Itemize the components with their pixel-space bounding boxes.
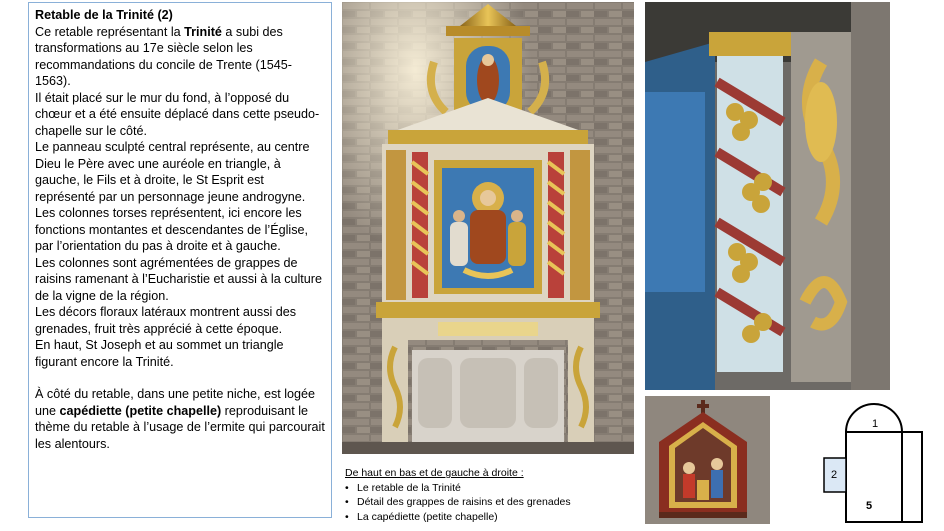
photo-caption [345, 466, 635, 524]
panel-title: Retable de la Trinité (2) [35, 8, 173, 22]
caption-heading: De haut en bas et de gauche à droite : [345, 467, 524, 479]
paragraph-4: Les colonnes torses représentent, ici encore les fonctions montantes et descendantes de l’Église, par l’orientation du pas à droite et à gauche. [35, 206, 309, 253]
paragraph-7: En haut, St Joseph et au sommet un triangle figurant encore la Trinité. [35, 338, 284, 369]
floor-plan [820, 400, 930, 526]
paragraph-3: Le panneau sculpté central représente, au centre Dieu le Père avec une auréole en triangle, à gauche, le Fils et à droite, le St Esprit est représenté par un personnage jeune androgyne. [35, 140, 310, 204]
trinite-bold: Trinité [184, 24, 222, 39]
retable-photo [342, 2, 634, 454]
plan-label-2: 2 [831, 469, 838, 481]
grapes-detail-photo [645, 2, 890, 390]
description-panel [28, 2, 332, 518]
paragraph-8: À côté du retable, dans une petite niche, est logée une capédiette (petite chapelle) reproduisant le thème du retable à l’usage de l’ermite qui parcourait les alentours. [35, 387, 325, 451]
plan-label-5: 5 [866, 500, 873, 512]
paragraph-1: Ce retable représentant la Trinité a subi des transformations au 17e siècle selon les recommandations du concile de Trente (1545-1563). [35, 24, 292, 88]
caption-item: • La capédiette (petite chapelle) [345, 510, 635, 525]
paragraph-2: Il était placé sur le mur du fond, à l’opposé du chœur et a été ensuite déplacé dans cette pseudo-chapelle sur le côté. [35, 90, 320, 138]
paragraph-5: Les colonnes sont agrémentées de grappes de raisins ramenant à l’Eucharistie et aussi à la culture de la vigne de la région. [35, 255, 322, 303]
capediette-bold: capédiette (petite chapelle) [59, 403, 222, 418]
caption-item: • Détail des grappes de raisins et des grenades [345, 495, 635, 510]
caption-list [345, 481, 635, 525]
caption-item: • Le retable de la Trinité [345, 481, 635, 496]
plan-label-1: 1 [872, 418, 879, 430]
paragraph-6: Les décors floraux latéraux montrent aussi des grenades, fruit très apprécié à cette époque. [35, 305, 297, 336]
capediette-photo [645, 396, 770, 524]
